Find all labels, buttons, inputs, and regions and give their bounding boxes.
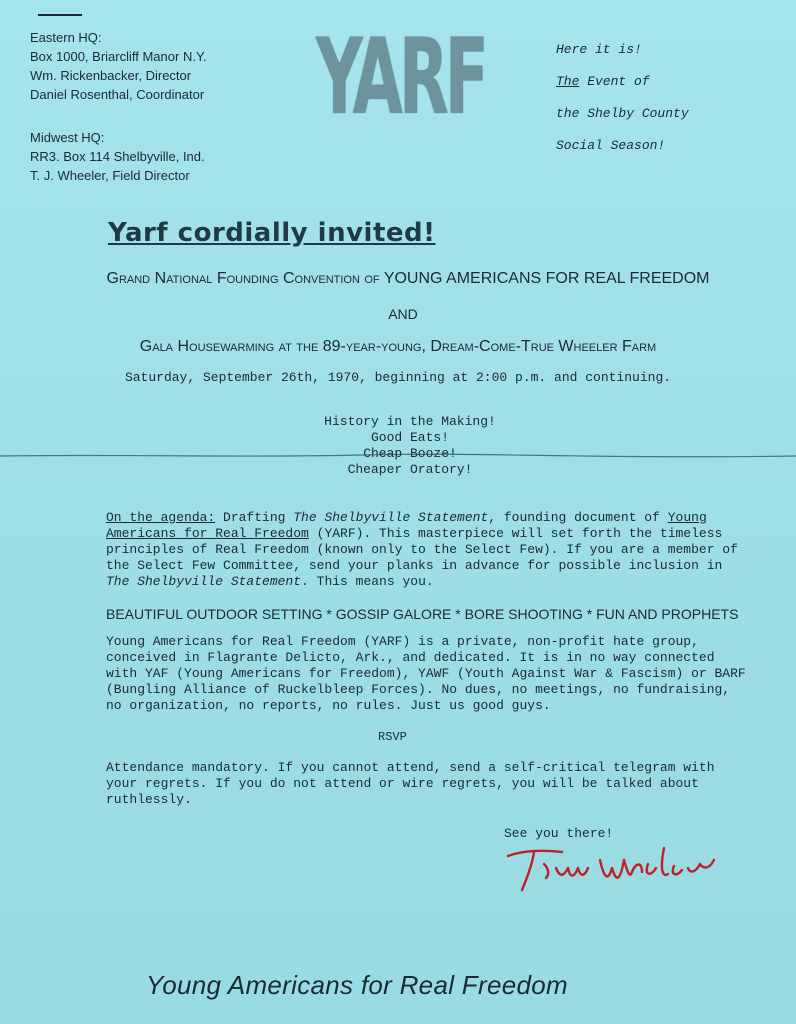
highlight-item: Cheap Booze! <box>363 446 457 461</box>
agenda-label: On the agenda: <box>106 510 216 525</box>
tagline-line4: Social Season! <box>556 138 666 153</box>
convention-line: Grand National Founding Convention of YOUNG AMERICANS FOR REAL FREEDOM <box>106 270 710 287</box>
footer-organization-name: Young Americans for Real Freedom <box>146 970 568 1000</box>
tagline-line1: Here it is! <box>556 42 642 57</box>
yarf-logo <box>316 16 486 138</box>
agenda-text: (YARF). This masterpiece will set forth the timeless principles of Real Freedom (known only to the Select Few). If you are a member of the Select Few Committee, send your planks in advance for possible inclusion in <box>106 526 738 573</box>
midwest-hq-title: Midwest HQ: <box>30 130 105 145</box>
highlight-item: Cheaper Oratory! <box>347 462 473 477</box>
agenda-text: , founding document of <box>488 510 660 525</box>
top-dash <box>38 14 82 16</box>
tagline-the: The <box>556 74 580 89</box>
features-line: BEAUTIFUL OUTDOOR SETTING * GOSSIP GALORE * BORE SHOOTING * FUN AND PROPHETS <box>106 606 739 622</box>
paper-fold-crease <box>0 452 796 462</box>
agenda-text: Drafting <box>215 510 294 525</box>
yarf-logo-text: YARF <box>316 16 486 138</box>
and-line: AND <box>388 306 418 322</box>
agenda-statement: The Shelbyville Statement <box>293 510 489 525</box>
tagline <box>556 34 689 162</box>
agenda-statement: The Shelbyville Statement <box>106 574 302 589</box>
attendance-paragraph: Attendance mandatory. If you cannot attend, send a self-critical telegram with your regrets. If you do not attend or wire regrets, you will be talked about ruthlessly. <box>106 760 715 807</box>
highlights-list <box>310 414 510 478</box>
eastern-hq-director: Wm. Rickenbacker, Director <box>30 68 192 83</box>
midwest-hq-block <box>30 128 205 185</box>
eastern-hq-coordinator: Daniel Rosenthal, Coordinator <box>30 87 205 102</box>
eastern-hq-title: Eastern HQ: <box>30 30 102 45</box>
invited-heading: Yarf cordially invited! <box>108 218 436 248</box>
agenda-yarf-name: Young Americans for Real Freedom <box>106 510 707 541</box>
tagline-line3: the Shelby County <box>556 106 689 121</box>
midwest-hq-field-director: T. J. Wheeler, Field Director <box>30 168 190 183</box>
signature <box>504 838 718 898</box>
about-paragraph: Young Americans for Real Freedom (YARF) is a private, non-profit hate group, conceived in Flagrante Delicto, Ark., and dedicated. It is in no way connected with YAF (Young Americans for Freedom), YAWF (Youth Against War & Fascism) or BARF (Bungling Alliance of Ruckelbleep Forces). No dues, no meetings, no fundraising, no organization, no reports, no rules. Just us good guys. <box>106 634 746 713</box>
agenda-paragraph <box>106 510 746 590</box>
highlight-item: Good Eats! <box>370 430 449 445</box>
tagline-line2 <box>556 66 689 98</box>
tagline-event: Event of <box>579 74 650 89</box>
closing-line: See you there! <box>504 826 614 841</box>
agenda-text: . This means you. <box>301 574 434 589</box>
date-line: Saturday, September 26th, 1970, beginning at 2:00 p.m. and continuing. <box>124 370 672 385</box>
rsvp-label: RSVP <box>378 730 407 744</box>
eastern-hq-block <box>30 28 207 104</box>
highlight-item: History in the Making! <box>324 414 496 429</box>
midwest-hq-address: RR3. Box 114 Shelbyville, Ind. <box>30 149 205 164</box>
housewarming-line: Gala Housewarming at the 89-year-young, Dream-Come-True Wheeler Farm <box>139 338 657 355</box>
eastern-hq-address: Box 1000, Briarcliff Manor N.Y. <box>30 49 207 64</box>
